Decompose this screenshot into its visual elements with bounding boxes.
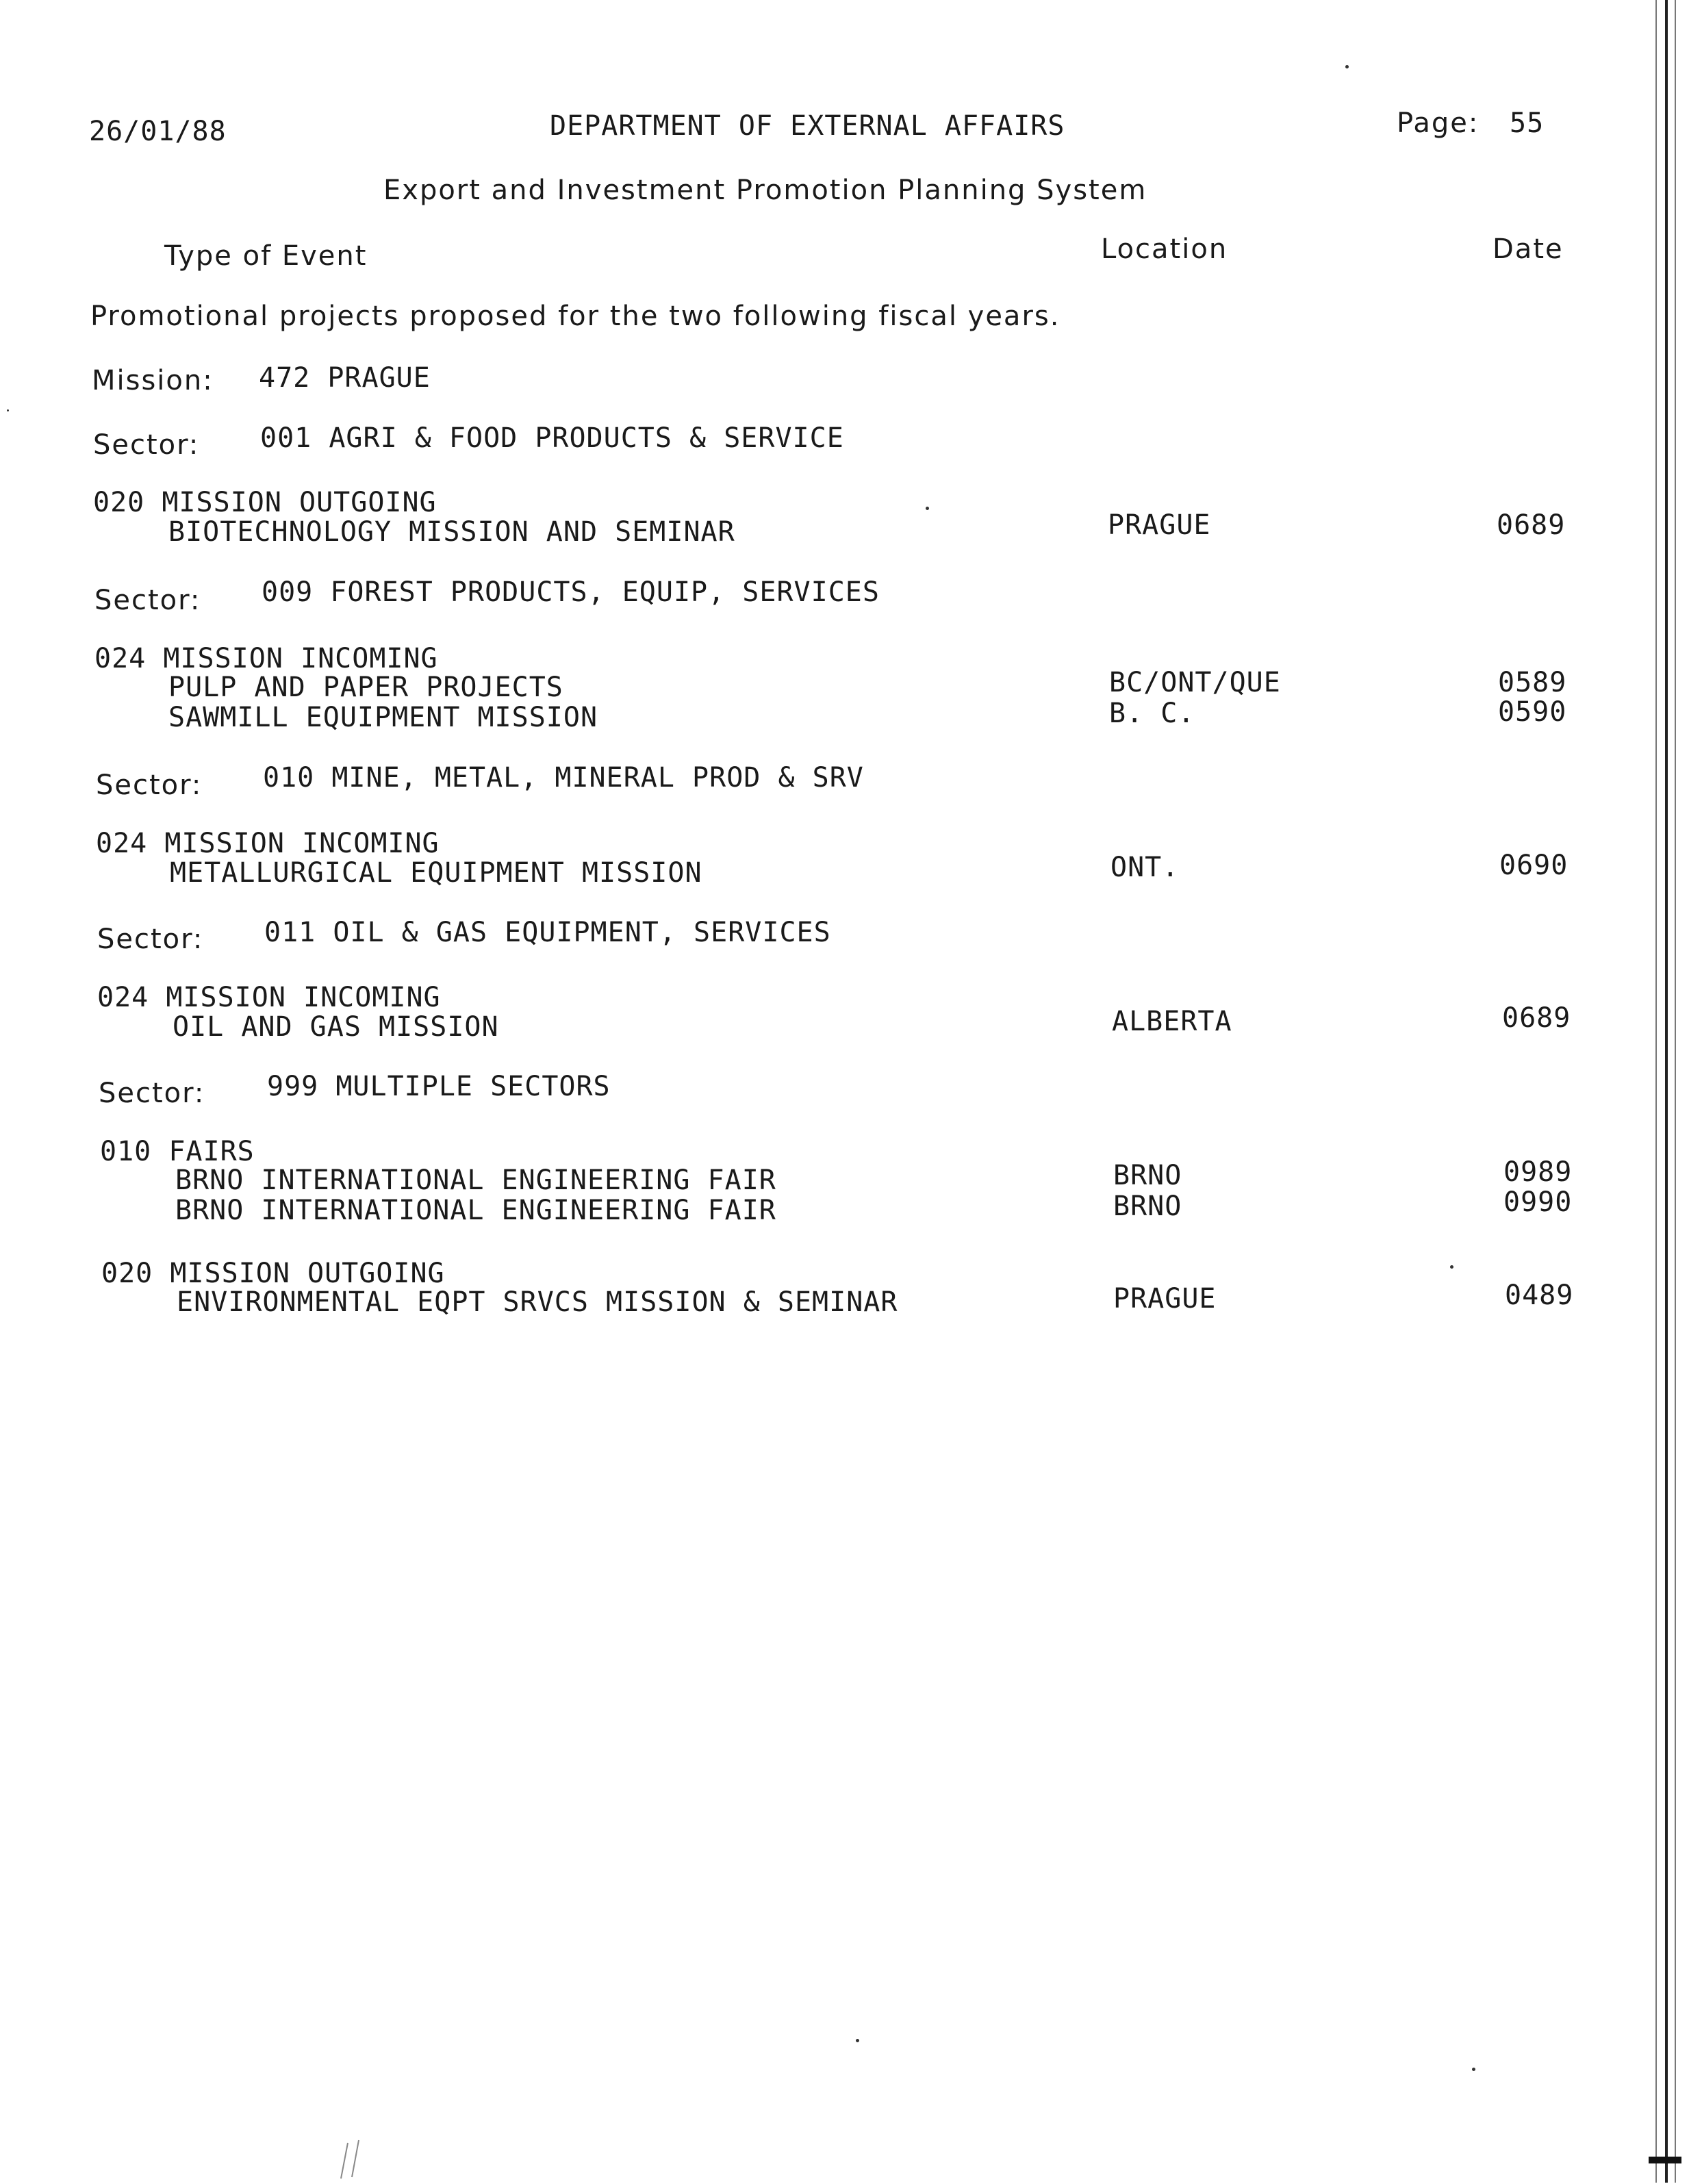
- scan-speck: [7, 409, 9, 411]
- event-type: 020 MISSION OUTGOING: [101, 1258, 445, 1289]
- event-title: METALLURGICAL EQUIPMENT MISSION: [170, 857, 702, 889]
- mission-value: 472 PRAGUE: [259, 362, 431, 394]
- event-type: 024 MISSION INCOMING: [97, 982, 441, 1013]
- event-location: PRAGUE: [1108, 509, 1211, 541]
- sector-name: 011 OIL & GAS EQUIPMENT, SERVICES: [264, 917, 831, 948]
- event-location: BRNO: [1113, 1160, 1182, 1191]
- scan-speck: [1450, 1265, 1453, 1269]
- event-title: BIOTECHNOLOGY MISSION AND SEMINAR: [168, 516, 735, 548]
- event-location: BRNO: [1113, 1191, 1182, 1222]
- event-type: 010 FAIRS: [100, 1136, 255, 1167]
- intro-text: Promotional projects proposed for the two following fiscal years.: [90, 301, 1061, 332]
- event-title: SAWMILL EQUIPMENT MISSION: [168, 702, 598, 733]
- mission-label: Mission:: [92, 365, 214, 396]
- report-date: 26/01/88: [89, 116, 227, 147]
- scan-speck: [1345, 65, 1349, 68]
- event-date: 0989: [1503, 1156, 1573, 1188]
- event-type: 020 MISSION OUTGOING: [93, 487, 437, 518]
- event-location: ONT.: [1110, 852, 1180, 883]
- sector-name: 009 FOREST PRODUCTS, EQUIP, SERVICES: [262, 576, 880, 608]
- event-title: ENVIRONMENTAL EQPT SRVCS MISSION & SEMINAR: [177, 1286, 898, 1318]
- event-title: OIL AND GAS MISSION: [173, 1011, 499, 1043]
- event-title: BRNO INTERNATIONAL ENGINEERING FAIR: [175, 1195, 776, 1226]
- scan-speck: [1472, 2068, 1475, 2071]
- event-date: 0590: [1498, 696, 1567, 728]
- event-location: ALBERTA: [1112, 1006, 1232, 1037]
- event-type: 024 MISSION INCOMING: [96, 828, 440, 859]
- binding-edge: [1655, 0, 1657, 2183]
- event-date: 0689: [1502, 1002, 1571, 1034]
- binding-edge: [1665, 0, 1668, 2183]
- event-title: BRNO INTERNATIONAL ENGINEERING FAIR: [175, 1165, 776, 1196]
- sector-name: 999 MULTIPLE SECTORS: [267, 1071, 611, 1102]
- event-date: 0589: [1498, 667, 1567, 698]
- sector-label: Sector:: [94, 585, 201, 616]
- sector-label: Sector:: [96, 770, 203, 801]
- department-title: DEPARTMENT OF EXTERNAL AFFAIRS: [550, 110, 1065, 142]
- binding-edge: [1675, 0, 1676, 2183]
- column-header-date: Date: [1493, 233, 1564, 265]
- sector-name: 010 MINE, METAL, MINERAL PROD & SRV: [263, 762, 864, 793]
- scan-speck: [926, 507, 929, 510]
- page-number: 55: [1510, 107, 1545, 139]
- event-date: 0990: [1503, 1186, 1573, 1218]
- column-header-type-of-event: Type of Event: [164, 240, 368, 272]
- column-header-location: Location: [1101, 233, 1228, 265]
- event-location: B. C.: [1109, 698, 1195, 729]
- sector-label: Sector:: [99, 1078, 205, 1109]
- sector-label: Sector:: [93, 429, 200, 461]
- system-title: Export and Investment Promotion Planning System: [383, 175, 1147, 206]
- event-date: 0689: [1497, 509, 1566, 541]
- event-type: 024 MISSION INCOMING: [94, 643, 438, 674]
- event-location: BC/ONT/QUE: [1109, 667, 1281, 698]
- event-date: 0489: [1505, 1280, 1574, 1311]
- event-location: PRAGUE: [1113, 1283, 1217, 1315]
- sector-name: 001 AGRI & FOOD PRODUCTS & SERVICE: [260, 422, 844, 454]
- event-date: 0690: [1499, 850, 1569, 881]
- sector-label: Sector:: [97, 924, 204, 955]
- scan-speck: [856, 2039, 859, 2042]
- event-title: PULP AND PAPER PROJECTS: [168, 672, 563, 703]
- binding-edge-foot: [1649, 2157, 1681, 2163]
- page-label: Page:: [1397, 107, 1480, 139]
- pencil-mark-icon: [335, 2136, 377, 2184]
